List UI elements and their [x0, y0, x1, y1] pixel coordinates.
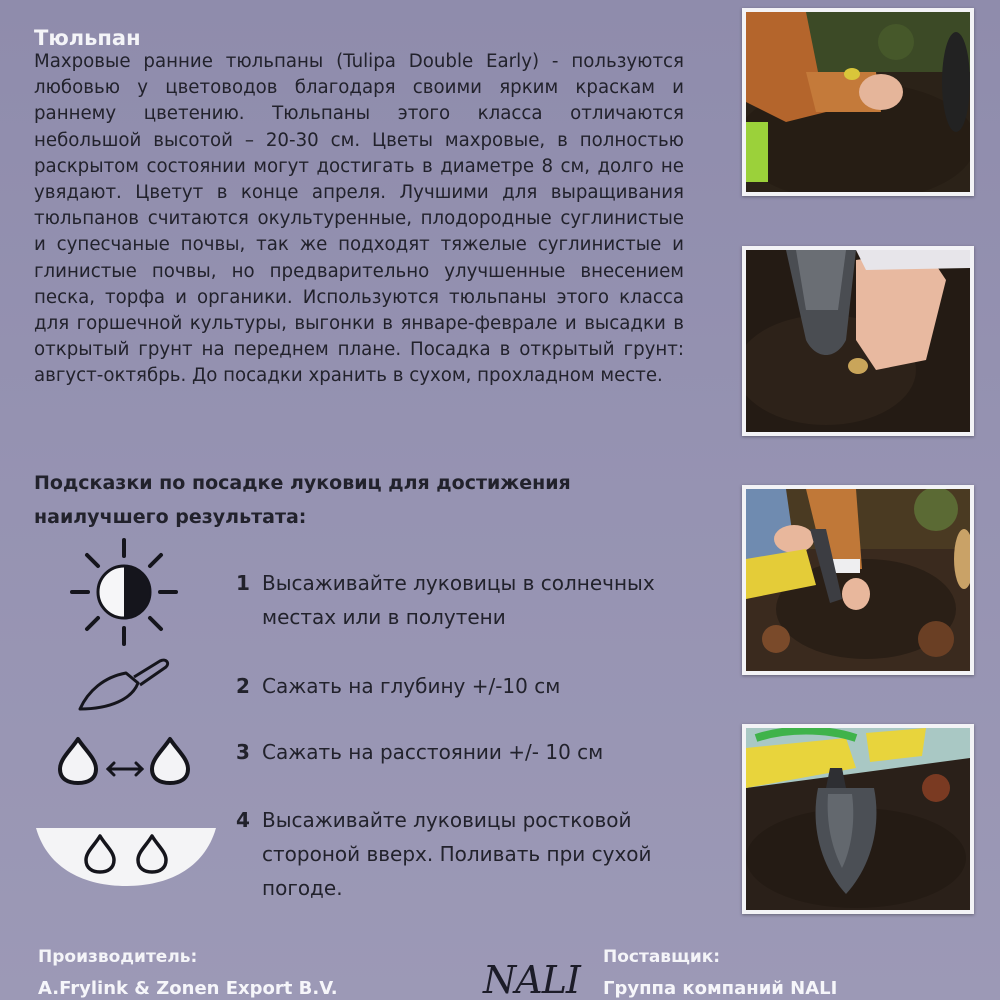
sun-half-shade-icon [68, 536, 180, 648]
tips-heading: Подсказки по посадке луковиц для достижения наилучшего результата: [34, 472, 571, 528]
bulbs-in-soil-icon [36, 826, 216, 888]
tip-text: Высаживайте луковицы ростковой стороной вверх. Поливать при сухой погоде. [262, 808, 652, 900]
tip-text: Высаживайте луковицы в солнечных местах или в полутени [262, 571, 655, 629]
tip-number: 3 [236, 740, 250, 764]
tip-text: Сажать на глубину +/-10 см [262, 674, 561, 698]
supplier-label: Поставщик: [603, 947, 721, 967]
tip-number: 1 [236, 571, 250, 595]
tip-text: Сажать на расстоянии +/- 10 см [262, 740, 604, 764]
producer-label: Производитель: [38, 947, 198, 967]
nali-logo [483, 958, 580, 1000]
tip-3 [236, 735, 682, 769]
tip-2 [236, 669, 682, 703]
bulb-spacing-icon [56, 733, 196, 787]
photo-planting-bulb-hands [742, 8, 974, 196]
tip-4 [236, 803, 682, 905]
photo-digging-with-trowel [742, 485, 974, 675]
producer-name: A.Frylink & Zonen Export B.V. [38, 978, 338, 999]
product-description: Махровые ранние тюльпаны (Tulipa Double Early) - пользуются любовью у цветоводов благодаря своими ярким краскам и раннему цветению. Тюльпаны этого класса отличаются небольшой высотой – 20-30 см. Цветы махровые, в полностью раскрытом состоянии могут достигать в диаметре 8 см, долго не увядают. Цветут в конце апреля. Лучшими для выращивания тюльпанов считаются окультуренные, плодородные суглинистые и супесчаные почвы, так же подходят тяжелые суглинистые и глинистые почвы, но предварительно улучшенные внесением песка, торфа и органики. Используются тюльпаны этого класса для горшечной культуры, выгонки в январе-феврале и высадки в открытый грунт на переднем плане. Посадка в открытый грунт: август-октябрь. До посадки хранить в сухом, прохладном месте. [34, 51, 684, 387]
tip-1 [236, 566, 682, 634]
supplier-name: Группа компаний NALI [603, 978, 838, 999]
trowel-icon [74, 655, 174, 717]
photo-placing-bulb-in-hole [742, 246, 974, 436]
tip-number: 2 [236, 674, 250, 698]
tip-number: 4 [236, 808, 250, 832]
product-title: Тюльпан [34, 26, 141, 50]
photo-trowel-in-soil [742, 724, 974, 914]
logo-text: NALI [483, 958, 580, 1000]
